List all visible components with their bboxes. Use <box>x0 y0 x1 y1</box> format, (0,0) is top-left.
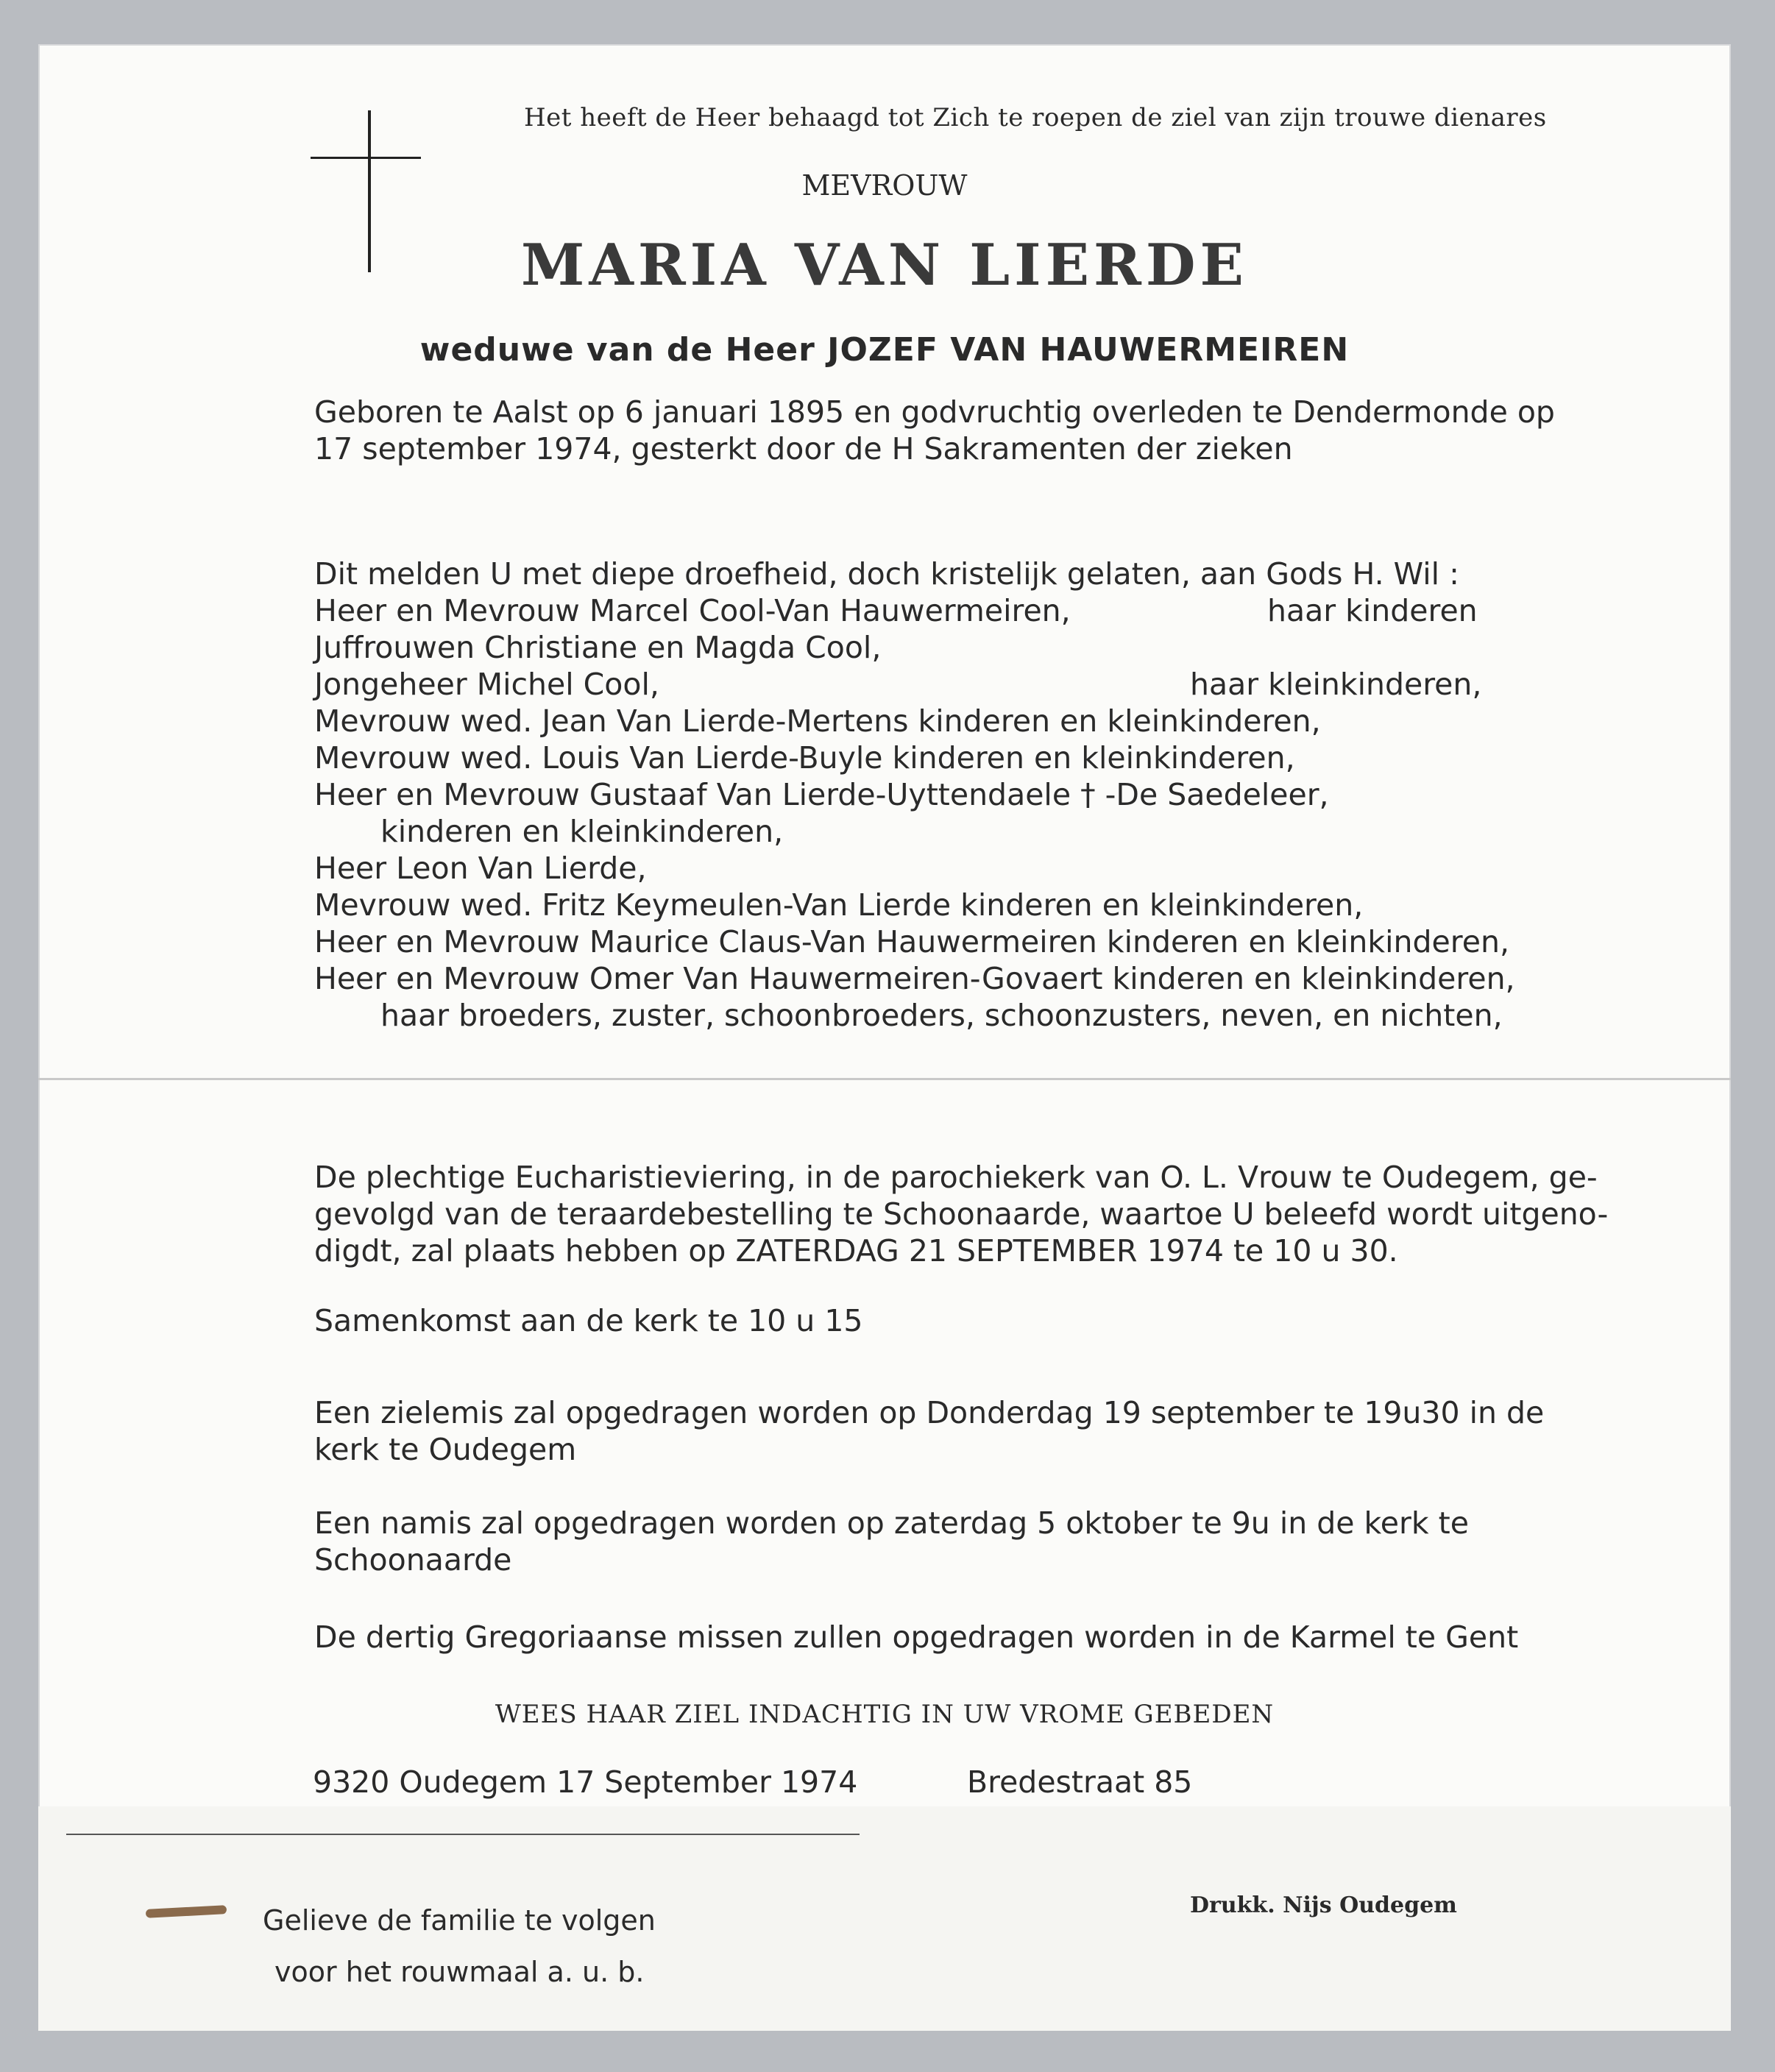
requiem-mass-paragraph: Een zielemis zal opgedragen worden op Donderdag 19 september te 19u30 in de kerk te Oudegem <box>314 1395 1545 1467</box>
family-line: Heer Leon Van Lierde, <box>314 851 647 886</box>
ceremony-line-1: De plechtige Eucharistieviering, in de parochiekerk van O. L. Vrouw te Oudegem, ge- <box>314 1160 1598 1195</box>
cut-line <box>66 1834 860 1835</box>
birth-line-1: Geboren te Aalst op 6 januari 1895 en godvruchtig overleden te Dendermonde op <box>314 394 1555 430</box>
ceremony-line-2: gevolgd van de teraardebestelling te Schoonaarde, waartoe U beleefd wordt uitgeno- <box>314 1196 1609 1232</box>
family-line: Mevrouw wed. Jean Van Lierde-Mertens kinderen en kleinkinderen, <box>314 703 1321 739</box>
birth-death-paragraph <box>314 394 1555 467</box>
meal-invitation-line-1: Gelieve de familie te volgen <box>263 1904 656 1937</box>
announcement-opening: Dit melden U met diepe droefheid, doch kristelijk gelaten, aan Gods H. Wil : <box>314 556 1459 592</box>
memorial-card <box>38 44 1731 2031</box>
birth-line-2: 17 september 1974, gesterkt door de H Sakramenten der zieken <box>314 431 1293 466</box>
meal-invitation-line-2: voor het rouwmaal a. u. b. <box>274 1956 645 1988</box>
gregorian-masses-line: De dertig Gregoriaanse missen zullen opgedragen worden in de Karmel te Gent <box>314 1619 1519 1655</box>
street-address: Bredestraat 85 <box>967 1764 1193 1800</box>
family-announcement <box>314 556 1515 1034</box>
meal-invitation <box>263 1895 656 1998</box>
family-line: Juffrouwen Christiane en Magda Cool, <box>314 630 882 665</box>
prayer-line: WEES HAAR ZIEL INDACHTIG IN UW VROME GEBEDEN <box>495 1700 1275 1729</box>
place-date: 9320 Oudegem 17 September 1974 <box>313 1764 858 1800</box>
family-line: haar broeders, zuster, schoonbroeders, schoonzusters, neven, en nichten, <box>380 998 1503 1033</box>
title-mevrouw: MEVROUW <box>801 169 968 202</box>
family-line: Mevrouw wed. Fritz Keymeulen-Van Lierde kinderen en kleinkinderen, <box>314 887 1364 923</box>
ceremony-paragraph <box>314 1159 1608 1269</box>
deceased-name: MARIA VAN LIERDE <box>521 232 1248 299</box>
fold-line <box>38 1078 1731 1080</box>
widow-line: weduwe van de Heer JOZEF VAN HAUWERMEIREN <box>419 331 1350 369</box>
family-line: kinderen en kleinkinderen, <box>380 814 784 849</box>
intro-text: Het heeft de Heer behaagd tot Zich te roepen de ziel van zijn trouwe dienares <box>524 103 1547 132</box>
meeting-line: Samenkomst aan de kerk te 10 u 15 <box>314 1303 863 1338</box>
family-line: Heer en Mevrouw Omer Van Hauwermeiren-Govaert kinderen en kleinkinderen, <box>314 961 1515 996</box>
family-line: Mevrouw wed. Louis Van Lierde-Buyle kinderen en kleinkinderen, <box>314 740 1295 776</box>
printer-credit: Drukk. Nijs Oudegem <box>1190 1892 1457 1918</box>
family-line: Heer en Mevrouw Gustaaf Van Lierde-Uyttendaele † -De Saedeleer, <box>314 777 1329 812</box>
family-line: Jongeheer Michel Cool, haar kleinkinderen, <box>314 667 1482 702</box>
after-mass-paragraph: Een namis zal opgedragen worden op zaterdag 5 oktober te 9u in de kerk te Schoonaarde <box>314 1505 1469 1578</box>
family-line: Heer en Mevrouw Marcel Cool-Van Hauwermeiren, haar kinderen <box>314 593 1478 628</box>
family-line: Heer en Mevrouw Maurice Claus-Van Hauwermeiren kinderen en kleinkinderen, <box>314 924 1509 959</box>
ceremony-line-3: digdt, zal plaats hebben op ZATERDAG 21 SEPTEMBER 1974 te 10 u 30. <box>314 1233 1398 1269</box>
